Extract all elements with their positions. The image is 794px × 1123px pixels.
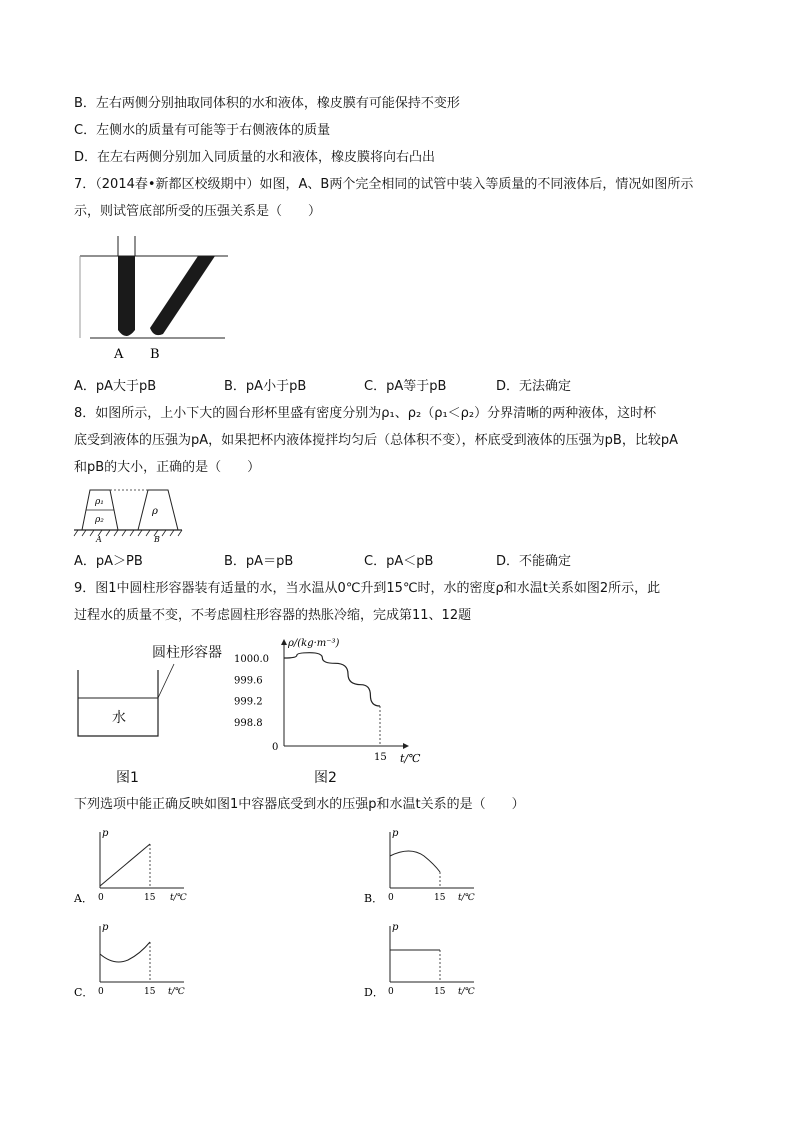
figure-1 (74, 640, 254, 790)
origin-label: 0 (98, 987, 104, 997)
p-label: p (392, 922, 399, 933)
answer-graph-d (364, 920, 494, 1000)
x-tick-15: 15 (144, 893, 156, 903)
x-tick-15: 15 (434, 893, 446, 903)
tube-a-label: A (114, 347, 124, 362)
test-tube-a (118, 256, 135, 336)
leader-line (158, 664, 174, 698)
y-tick-label: 999.6 (234, 675, 263, 687)
graph-d-label: D． (364, 986, 384, 999)
cup-b (138, 490, 178, 530)
y-tick-label: 998.8 (234, 718, 263, 729)
x-axis-label: t/℃ (400, 752, 421, 765)
origin-label: 0 (98, 893, 104, 903)
origin-label: 0 (388, 987, 394, 997)
graph-a-line (100, 844, 150, 886)
q7-stem-line2: 示，则试管底部所受的压强关系是（ ） (74, 204, 322, 219)
tube-b-label: B (150, 347, 160, 362)
q6-option-d: D．在左右两侧分别加入同质量的水和液体，橡皮膜将向右凸出 (74, 150, 436, 165)
cup-a-label: A (96, 535, 102, 544)
q6-option-b: B．左右两侧分别抽取同体积的水和液体，橡皮膜有可能保持不变形 (74, 96, 460, 111)
q7-figure (70, 232, 240, 372)
answer-graph-a (74, 826, 204, 906)
x-tick-label: 15 (374, 752, 387, 763)
q8-option-d: D．不能确定 (496, 554, 572, 569)
t-label: t/℃ (458, 893, 475, 903)
t-label: t/℃ (170, 893, 187, 903)
graph-b-label: B． (364, 892, 384, 905)
q7-option-b: B．pA小于pB (224, 379, 307, 394)
q7-option-d: D．无法确定 (496, 379, 572, 394)
rho1-label: ρ₁ (95, 497, 104, 507)
graph-b-curve (390, 851, 440, 872)
x-tick-15: 15 (434, 987, 446, 997)
figure-1-caption: 图1 (116, 770, 139, 786)
rho-label: ρ (152, 506, 158, 517)
graph-a-label: A． (74, 892, 93, 905)
y-axis-label: ρ/(kg·m⁻³) (288, 638, 340, 649)
container-label: 圆柱形容器 (152, 645, 222, 661)
q8-stem-line2: 底受到液体的压强为pA，如果把杯内液体搅拌均匀后（总体积不变），杯底受到液体的压强为pB，比较pA (74, 433, 678, 448)
y-tick-label: 999.2 (234, 696, 263, 708)
origin-label: 0 (272, 742, 279, 753)
q8-stem-line1: 8．如图所示，上小下大的圆台形杯里盛有密度分别为ρ₁、ρ₂（ρ₁＜ρ₂）分界清晰的两种液体，这时杯 (74, 406, 657, 421)
q8-option-a: A．pA＞PB (74, 554, 143, 569)
q9-stem-line3: 下列选项中能正确反映如图1中容器底受到水的压强p和水温t关系的是（ ） (74, 797, 525, 812)
q8-option-c: C．pA＜pB (364, 554, 434, 569)
t-label: t/℃ (168, 987, 185, 997)
figure-2-chart (230, 630, 430, 770)
q8-figure (74, 486, 214, 546)
figure-2-caption: 图2 (314, 770, 337, 786)
p-label: p (102, 828, 109, 839)
q8-stem-line3: 和pB的大小，正确的是（ ） (74, 460, 261, 475)
q9-stem-line2: 过程水的质量不变，不考虑圆柱形容器的热胀冷缩，完成第11、12题 (74, 608, 472, 623)
t-label: t/℃ (458, 987, 475, 997)
x-tick-15: 15 (144, 987, 156, 997)
graph-c-curve (100, 942, 150, 962)
rho2-label: ρ₂ (95, 515, 104, 525)
q9-stem-line1: 9．图1中圆柱形容器装有适量的水，当水温从0℃升到15℃时，水的密度ρ和水温t关系如图2所示，此 (74, 581, 661, 596)
density-curve (284, 653, 380, 706)
p-label: p (392, 828, 399, 839)
q7-stem-line1: 7．（2014春•新都区校级期中）如图，A、B两个完全相同的试管中装入等质量的不同液体后，情况如图所示 (74, 177, 694, 192)
q7-option-c: C．pA等于pB (364, 379, 447, 394)
q6-option-c: C．左侧水的质量有可能等于右侧液体的质量 (74, 123, 331, 138)
test-tube-b (150, 256, 215, 335)
p-label: p (102, 922, 109, 933)
answer-graph-b (364, 826, 494, 906)
y-tick-label: 1000.0 (234, 654, 269, 665)
origin-label: 0 (388, 893, 394, 903)
q7-option-a: A．pA大于pB (74, 379, 157, 394)
q8-option-b: B．pA＝pB (224, 554, 294, 569)
answer-graph-c (74, 920, 204, 1000)
water-label: 水 (112, 710, 126, 726)
cup-b-label: B (154, 535, 160, 544)
graph-c-label: C． (74, 986, 94, 999)
